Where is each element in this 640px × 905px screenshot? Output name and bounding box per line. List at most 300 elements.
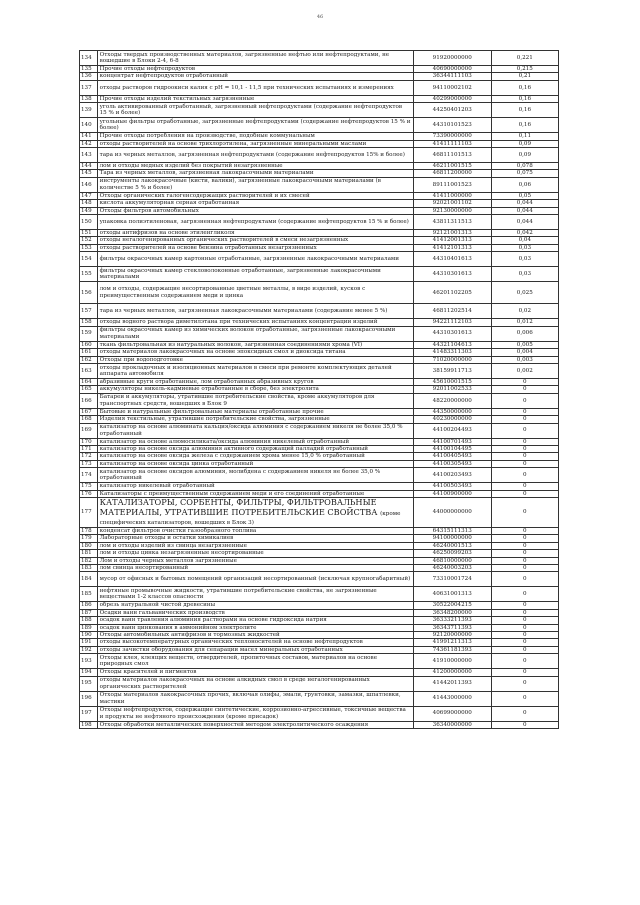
table-row	[80, 572, 559, 587]
table-row	[80, 163, 559, 170]
fkko-code: 44100900000	[413, 490, 491, 497]
waste-amount: 0	[491, 587, 558, 602]
row-number: 186	[80, 602, 98, 609]
row-number: 189	[80, 624, 98, 631]
table-row	[80, 73, 559, 80]
row-number: 158	[80, 319, 98, 326]
waste-amount: 0,005	[491, 341, 558, 348]
waste-table	[79, 50, 559, 729]
waste-amount: 0,03	[491, 244, 558, 251]
waste-description: катализатор на основе алюмосиликата/оксида алюминия никелевый отработанный	[97, 438, 413, 445]
row-number: 194	[80, 669, 98, 676]
waste-amount: 0	[491, 654, 558, 669]
table-row	[80, 363, 559, 378]
waste-description: уголь активированный отработанный, загрязненный нефтепродуктами (содержание нефтепродуктов 15 % и более)	[97, 103, 413, 118]
waste-amount: 0,221	[491, 51, 558, 66]
waste-amount: 0,044	[491, 207, 558, 214]
waste-amount: 0	[491, 438, 558, 445]
waste-description: Отходы органических галогенсодержащих растворителей и их смесей	[97, 192, 413, 199]
table-row	[80, 632, 559, 639]
table-row	[80, 416, 559, 423]
waste-amount: 0	[491, 706, 558, 721]
waste-description: лом и отходы изделий из свинца незагрязненные	[97, 542, 413, 549]
waste-amount: 0	[491, 542, 558, 549]
waste-amount: 0,002	[491, 363, 558, 378]
waste-amount: 0	[491, 609, 558, 616]
fkko-code: 46250099203	[413, 550, 491, 557]
row-number: 166	[80, 393, 98, 408]
row-number: 149	[80, 207, 98, 214]
table-row	[80, 66, 559, 73]
waste-description: Отходы обработки металлических поверхностей методом электролитического осаждения	[97, 721, 413, 728]
table-row	[80, 423, 559, 438]
table-row	[80, 691, 559, 706]
fkko-code: 71020000000	[413, 356, 491, 363]
waste-amount: 0,078	[491, 163, 558, 170]
waste-amount: 0,03	[491, 252, 558, 267]
fkko-code: 92011002533	[413, 386, 491, 393]
row-number: 190	[80, 632, 98, 639]
waste-description: нефтяные промывочные жидкости, утратившие потребительские свойства, не загрязненные веществами 1-2 классов опасности	[97, 587, 413, 602]
waste-description: Отходы фильтров автомобильных	[97, 207, 413, 214]
table-row	[80, 393, 559, 408]
row-number: 136	[80, 73, 98, 80]
fkko-code: 44100203493	[413, 468, 491, 483]
table-row	[80, 438, 559, 445]
waste-amount: 0,006	[491, 326, 558, 341]
fkko-code: 92121001313	[413, 230, 491, 237]
table-row	[80, 408, 559, 415]
row-number: 164	[80, 378, 98, 385]
waste-amount: 0	[491, 416, 558, 423]
waste-description: лом и отходы, содержащие несортированные цветные металлы, в виде изделий, кусков с преимущественным содержанием меди и цинка	[97, 282, 413, 304]
row-number: 178	[80, 527, 98, 534]
table-row	[80, 140, 559, 147]
row-number: 167	[80, 408, 98, 415]
table-row	[80, 609, 559, 616]
waste-amount: 0,003	[491, 356, 558, 363]
waste-description: отходы зачистки оборудования для сепарации масел минеральных отработанных	[97, 646, 413, 653]
table-row	[80, 267, 559, 282]
waste-amount: 0,16	[491, 95, 558, 102]
row-number: 147	[80, 192, 98, 199]
row-number: 138	[80, 95, 98, 102]
fkko-code: 46811202514	[413, 304, 491, 319]
row-number: 135	[80, 66, 98, 73]
waste-description: фильтры окрасочных камер стекловолоконные отработанные, загрязненные лакокрасочными материалами	[97, 267, 413, 282]
fkko-code: 73390000000	[413, 133, 491, 140]
waste-description: осадок ванн цинкования в аммонийном электролите	[97, 624, 413, 631]
waste-description: лом и отходы цинка незагрязненные несортированные	[97, 550, 413, 557]
waste-description: Отходы материалов лакокрасочных прочих, включая олифы, эмали, грунтовки, замазки, шпатлевки, мастики	[97, 691, 413, 706]
waste-amount: 0,06	[491, 177, 558, 192]
row-number: 146	[80, 177, 98, 192]
waste-amount: 0,09	[491, 148, 558, 163]
table-row	[80, 527, 559, 534]
waste-amount: 0,21	[491, 73, 558, 80]
waste-amount: 0	[491, 423, 558, 438]
waste-amount: 0	[491, 676, 558, 691]
row-number: 144	[80, 163, 98, 170]
table-row	[80, 237, 559, 244]
table-row	[80, 51, 559, 66]
waste-description: Изделия текстильные, утратившие потребительские свойства, загрязненные	[97, 416, 413, 423]
fkko-code: 36343711393	[413, 624, 491, 631]
row-number: 182	[80, 557, 98, 564]
row-number: 179	[80, 535, 98, 542]
fkko-code: 46211001515	[413, 163, 491, 170]
row-number: 185	[80, 587, 98, 602]
waste-table-container	[79, 50, 559, 729]
table-row	[80, 646, 559, 653]
waste-amount: 0	[491, 490, 558, 497]
row-number: 141	[80, 133, 98, 140]
table-row	[80, 550, 559, 557]
fkko-code: 40230000000	[413, 416, 491, 423]
waste-description: Отходы нефтепродуктов, содержащие синтетические, коррозионно-агрессивные, токсичные вещества и продукты не нефтяного происхождения (кроме присадок)	[97, 706, 413, 721]
row-number: 174	[80, 468, 98, 483]
waste-description: отходы растворов гидроокиси калия с рН = 10,1 - 11,5 при технических испытаниях и измерениях	[97, 80, 413, 95]
waste-description: Катализаторы с преимущественным содержанием меди и его соединений отработанные	[97, 490, 413, 497]
waste-description: кислота аккумуляторная серная отработанная	[97, 200, 413, 207]
row-number: 145	[80, 170, 98, 177]
fkko-code: 64315111313	[413, 527, 491, 534]
table-row	[80, 602, 559, 609]
fkko-code: 44310401613	[413, 252, 491, 267]
fkko-code: 41411111103	[413, 140, 491, 147]
waste-description: Отходы твердых производственных материалов, загрязненные нефтью или нефтепродуктами, не вошедшие в Блоки 2-4, 6-8	[97, 51, 413, 66]
fkko-code: 41991211313	[413, 639, 491, 646]
table-row	[80, 669, 559, 676]
fkko-code: 48220000000	[413, 393, 491, 408]
table-row	[80, 378, 559, 385]
page-number: 46	[316, 14, 324, 20]
waste-amount: 0	[491, 691, 558, 706]
waste-amount: 0	[491, 646, 558, 653]
table-row	[80, 706, 559, 721]
waste-amount: 0,16	[491, 80, 558, 95]
table-row	[80, 654, 559, 669]
table-row	[80, 483, 559, 490]
fkko-code: 36344111103	[413, 73, 491, 80]
fkko-code: 41443000000	[413, 691, 491, 706]
fkko-code: 44310101523	[413, 118, 491, 133]
table-row	[80, 95, 559, 102]
waste-description: ткань фильтровальная из натуральных волокон, загрязненная соединениями хрома (VI)	[97, 341, 413, 348]
waste-description: Батареи и аккумуляторы, утратившие потребительские свойства, кроме аккумуляторов для транспортных средств, вошедших в Блок 9	[97, 393, 413, 408]
fkko-code: 40631001313	[413, 587, 491, 602]
waste-description-note: (кроме специфических катализаторов, вошедших в Блок 3)	[99, 510, 401, 527]
row-number: 150	[80, 215, 98, 230]
fkko-code: 44100701493	[413, 438, 491, 445]
table-row	[80, 617, 559, 624]
waste-description: Отходы автомобильных антифризов и тормозных жидкостей	[97, 632, 413, 639]
row-number: 156	[80, 282, 98, 304]
fkko-code: 44100104495	[413, 445, 491, 452]
waste-amount: 0,04	[491, 237, 558, 244]
waste-description: абразивные круги отработанные, лом отработанных абразивных кругов	[97, 378, 413, 385]
row-number: 176	[80, 490, 98, 497]
row-number: 168	[80, 416, 98, 423]
waste-description: Тара из черных металлов, загрязненная лакокрасочными материалами	[97, 170, 413, 177]
waste-amount: 0	[491, 624, 558, 631]
table-row	[80, 80, 559, 95]
waste-description: отходы материалов лакокрасочных на основе алкидных смол в среде негалогенированных органических растворителей	[97, 676, 413, 691]
row-number: 192	[80, 646, 98, 653]
waste-amount: 0	[491, 453, 558, 460]
waste-amount: 0	[491, 535, 558, 542]
table-row	[80, 497, 559, 527]
table-row	[80, 200, 559, 207]
fkko-code: 40699000000	[413, 706, 491, 721]
row-number: 198	[80, 721, 98, 728]
table-row	[80, 557, 559, 564]
table-row	[80, 565, 559, 572]
fkko-code: 92120000000	[413, 632, 491, 639]
table-row	[80, 535, 559, 542]
table-row	[80, 230, 559, 237]
waste-table-body	[80, 51, 559, 729]
waste-amount: 0	[491, 639, 558, 646]
fkko-code: 89111001523	[413, 177, 491, 192]
table-row	[80, 215, 559, 230]
waste-amount: 0,044	[491, 215, 558, 230]
row-number: 142	[80, 140, 98, 147]
waste-amount: 0,044	[491, 200, 558, 207]
fkko-code: 44310301613	[413, 326, 491, 341]
waste-amount: 0,215	[491, 66, 558, 73]
fkko-code: 41412101313	[413, 244, 491, 251]
waste-description: лом свинца несортированный	[97, 565, 413, 572]
waste-description: отходы высокотемпературных органических теплоносителей на основе нефтепродуктов	[97, 639, 413, 646]
fkko-code: 44100405493	[413, 453, 491, 460]
table-row	[80, 341, 559, 348]
waste-amount: 0,042	[491, 230, 558, 237]
waste-description: катализатор на основе алюмината кальция/оксида алюминия с содержанием никеля не более 35,0 % отработанный	[97, 423, 413, 438]
waste-description: тара из черных металлов, загрязненная нефтепродуктами (содержание нефтепродуктов 15% и более)	[97, 148, 413, 163]
table-row	[80, 490, 559, 497]
waste-description	[97, 497, 413, 527]
fkko-code: 94100000000	[413, 535, 491, 542]
table-row	[80, 468, 559, 483]
table-row	[80, 542, 559, 549]
row-number: 159	[80, 326, 98, 341]
table-row	[80, 721, 559, 728]
row-number: 195	[80, 676, 98, 691]
waste-description: отходы негалогенированных органических растворителей в смеси незагрязненных	[97, 237, 413, 244]
table-row	[80, 282, 559, 304]
waste-amount: 0	[491, 386, 558, 393]
row-number: 137	[80, 80, 98, 95]
row-number: 181	[80, 550, 98, 557]
waste-amount: 0	[491, 393, 558, 408]
row-number: 151	[80, 230, 98, 237]
waste-description: конденсат фильтров очистки газообразного топлива	[97, 527, 413, 534]
row-number: 163	[80, 363, 98, 378]
waste-amount: 0	[491, 460, 558, 467]
table-row	[80, 170, 559, 177]
row-number: 172	[80, 453, 98, 460]
waste-amount: 0	[491, 617, 558, 624]
waste-description: осадок ванн травления алюминия растворами на основе гидроксида натрия	[97, 617, 413, 624]
waste-amount: 0,075	[491, 170, 558, 177]
waste-description: катализатор на основе оксидов алюминия, молибдена с содержанием никеля не более 35,0 % отработанный	[97, 468, 413, 483]
waste-amount: 0,012	[491, 319, 558, 326]
waste-amount: 0,05	[491, 192, 558, 199]
fkko-code: 44350000000	[413, 408, 491, 415]
waste-description: мусор от офисных и бытовых помещений организаций несортированный (исключая крупногабаритный)	[97, 572, 413, 587]
table-row	[80, 207, 559, 214]
row-number: 180	[80, 542, 98, 549]
fkko-code: 46811101513	[413, 148, 491, 163]
fkko-code: 73310001724	[413, 572, 491, 587]
fkko-code: 46201102205	[413, 282, 491, 304]
fkko-code: 92021001102	[413, 200, 491, 207]
waste-description-main: КАТАЛИЗАТОРЫ, СОРБЕНТЫ, ФИЛЬТРЫ, ФИЛЬТРОВАЛЬНЫЕ МАТЕРИАЛЫ, УТРАТИВШИЕ ПОТРЕБИТЕЛЬСКИЕ СВОЙСТВА	[99, 497, 378, 517]
fkko-code: 41412001313	[413, 237, 491, 244]
waste-description: инструменты лакокрасочные (кисти, валики), загрязненные лакокрасочными материалами (в количестве 5 % и более)	[97, 177, 413, 192]
waste-amount: 0	[491, 572, 558, 587]
waste-amount: 0,16	[491, 118, 558, 133]
row-number: 187	[80, 609, 98, 616]
table-row	[80, 177, 559, 192]
waste-description: упаковка полиэтиленовая, загрязненная нефтепродуктами (содержание нефтепродуктов 15 % и более)	[97, 215, 413, 230]
waste-amount: 0	[491, 565, 558, 572]
row-number: 134	[80, 51, 98, 66]
row-number: 175	[80, 483, 98, 490]
table-row	[80, 445, 559, 452]
fkko-code: 30522004215	[413, 602, 491, 609]
table-row	[80, 460, 559, 467]
row-number: 154	[80, 252, 98, 267]
table-row	[80, 639, 559, 646]
waste-amount: 0	[491, 445, 558, 452]
table-row	[80, 587, 559, 602]
waste-amount: 0	[491, 408, 558, 415]
table-row	[80, 304, 559, 319]
fkko-code: 40299000000	[413, 95, 491, 102]
row-number: 160	[80, 341, 98, 348]
waste-description: аккумуляторы никель-кадмиевые отработанные в сборе, без электролита	[97, 386, 413, 393]
row-number: 193	[80, 654, 98, 669]
table-row	[80, 118, 559, 133]
fkko-code: 36333211393	[413, 617, 491, 624]
fkko-code: 46811200000	[413, 170, 491, 177]
waste-description: катализатор на основе оксида алюминия активного содержащий палладий отработанный	[97, 445, 413, 452]
table-row	[80, 676, 559, 691]
fkko-code: 41200000000	[413, 669, 491, 676]
fkko-code: 44250401203	[413, 103, 491, 118]
waste-amount: 0	[491, 497, 558, 527]
waste-description: Бытовые и натуральные фильтровальные материалы отработанные прочие	[97, 408, 413, 415]
fkko-code: 46240001513	[413, 542, 491, 549]
fkko-code: 41483311303	[413, 349, 491, 356]
waste-amount: 0,025	[491, 282, 558, 304]
row-number: 188	[80, 617, 98, 624]
fkko-code: 44310301613	[413, 267, 491, 282]
table-row	[80, 252, 559, 267]
waste-description: отходы антифризов на основе этиленгликоля	[97, 230, 413, 237]
row-number: 173	[80, 460, 98, 467]
fkko-code: 40690000000	[413, 66, 491, 73]
table-row	[80, 453, 559, 460]
table-row	[80, 148, 559, 163]
fkko-code: 94221112103	[413, 319, 491, 326]
fkko-code: 94110002102	[413, 80, 491, 95]
fkko-code: 44100503493	[413, 483, 491, 490]
fkko-code: 92130000000	[413, 207, 491, 214]
fkko-code: 91920000000	[413, 51, 491, 66]
waste-description: концентрат нефтепродуктов отработанный	[97, 73, 413, 80]
waste-description: Отходы клея, клеящих веществ, отвердителей, пропиточных составов, материалов на основе природных смол	[97, 654, 413, 669]
row-number: 152	[80, 237, 98, 244]
waste-description: отходы растворителей на основе бензина отработанных незагрязненных	[97, 244, 413, 251]
waste-amount: 0,02	[491, 304, 558, 319]
waste-description: Прочие отходы потребления на производстве, подобные коммунальным	[97, 133, 413, 140]
waste-amount: 0,16	[491, 103, 558, 118]
waste-description: катализатор никелевый отработанный	[97, 483, 413, 490]
waste-description: отходы растворителей на основе трихлорэтилена, загрязненные минеральными маслами	[97, 140, 413, 147]
row-number: 162	[80, 356, 98, 363]
waste-amount: 0	[491, 468, 558, 483]
waste-description: обрезь натуральной чистой древесины	[97, 602, 413, 609]
table-row	[80, 386, 559, 393]
row-number: 139	[80, 103, 98, 118]
waste-amount: 0	[491, 378, 558, 385]
row-number: 143	[80, 148, 98, 163]
fkko-code: 46240003203	[413, 565, 491, 572]
waste-amount: 0	[491, 721, 558, 728]
table-row	[80, 192, 559, 199]
row-number: 157	[80, 304, 98, 319]
row-number: 196	[80, 691, 98, 706]
table-row	[80, 326, 559, 341]
row-number: 183	[80, 565, 98, 572]
waste-description: катализатор на основе оксида цинка отработанный	[97, 460, 413, 467]
fkko-code: 43811311513	[413, 215, 491, 230]
fkko-code: 36348200000	[413, 609, 491, 616]
row-number: 148	[80, 200, 98, 207]
waste-description: фильтры окрасочных камер из химических волокон отработанные, загрязненные лакокрасочными материалами	[97, 326, 413, 341]
waste-amount: 0	[491, 557, 558, 564]
table-row	[80, 133, 559, 140]
waste-description: Лабораторные отходы и остатки химикалиев	[97, 535, 413, 542]
waste-amount: 0	[491, 669, 558, 676]
waste-description: отходы материалов лакокрасочных на основе эпоксидных смол и диоксида титана	[97, 349, 413, 356]
waste-description: тара из черных металлов, загрязненная лакокрасочными материалами (содержание менее 5 %)	[97, 304, 413, 319]
row-number: 153	[80, 244, 98, 251]
waste-amount: 0	[491, 527, 558, 534]
row-number: 191	[80, 639, 98, 646]
waste-description: катализатор на основе оксида железа с содержанием хрома менее 15,0 % отработанный	[97, 453, 413, 460]
table-row	[80, 349, 559, 356]
row-number: 170	[80, 438, 98, 445]
fkko-code: 74361181393	[413, 646, 491, 653]
fkko-code: 41411000000	[413, 192, 491, 199]
fkko-code: 44100204493	[413, 423, 491, 438]
fkko-code: 44100305493	[413, 460, 491, 467]
table-row	[80, 356, 559, 363]
waste-description: Прочие отходы нефтепродуктов	[97, 66, 413, 73]
waste-description: отходы прокладочных и изоляционных материалов в смеси при ремонте комплектующих деталей аппарата автомобиля	[97, 363, 413, 378]
table-row	[80, 103, 559, 118]
fkko-code: 36340000000	[413, 721, 491, 728]
row-number: 161	[80, 349, 98, 356]
row-number: 197	[80, 706, 98, 721]
fkko-code: 41442011393	[413, 676, 491, 691]
fkko-code: 41910000000	[413, 654, 491, 669]
fkko-code: 44321104613	[413, 341, 491, 348]
